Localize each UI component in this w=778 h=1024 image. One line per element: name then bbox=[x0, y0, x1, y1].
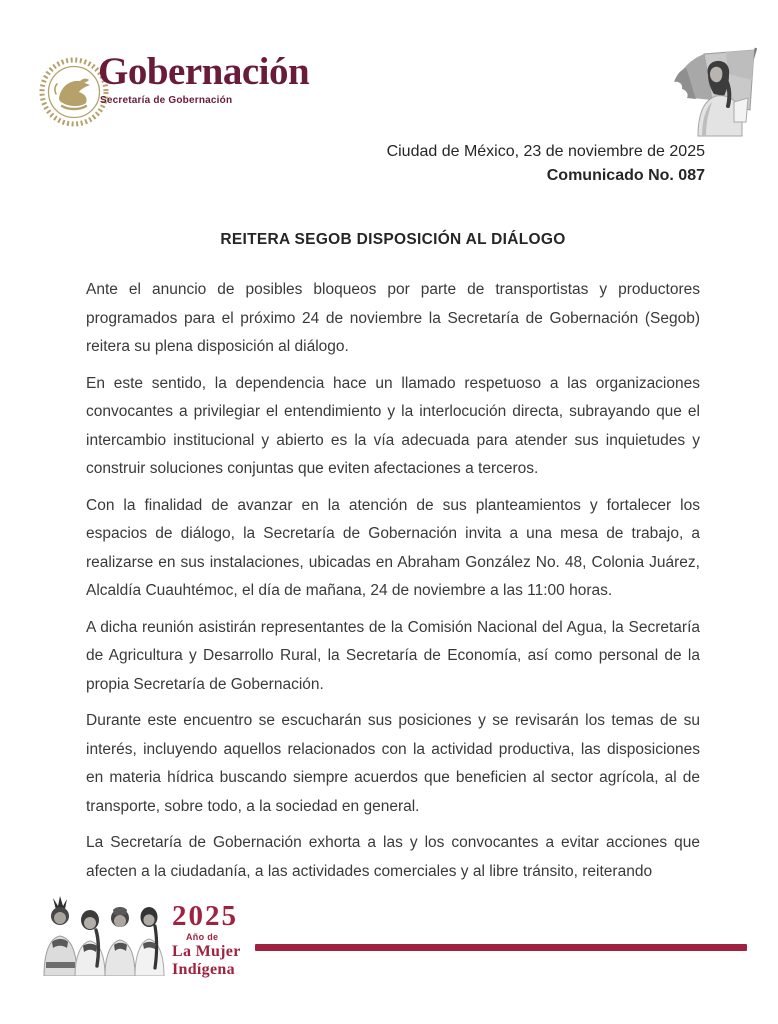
campaign-tagline-line2: Indígena bbox=[172, 960, 235, 978]
dateline: Ciudad de México, 23 de noviembre de 2025 bbox=[386, 143, 705, 160]
paragraph-1: Ante el anuncio de posibles bloqueos por parte de transportistas y productores programados para el próximo 24 de noviembre la Secretaría de Gobernación (Segob) reitera su plena disposición al diálogo. bbox=[86, 281, 700, 355]
paragraph-2: En este sentido, la dependencia hace un llamado respetuoso a las organizaciones convocantes a privilegiar el entendimiento y la interlocución directa, subrayando que el intercambio institucional y abierto es la vía adecuada para atender sus inquietudes y construir soluciones conjuntas que eviten afectaciones a terceros. bbox=[86, 374, 700, 477]
indigenous-women-photo bbox=[38, 896, 166, 976]
document-header bbox=[38, 44, 766, 140]
campaign-tagline-line1: La Mujer bbox=[172, 943, 241, 960]
document-body bbox=[86, 276, 700, 894]
secretaria-subtitle: Secretaría de Gobernación bbox=[100, 94, 233, 106]
paragraph-5: Durante este encuentro se escucharán sus posiciones y se revisarán los temas de su interés, incluyendo aquellos relacionados con la actividad productiva, las disposiciones en materia hídrica buscando siempre acuerdos que beneficien al sector agrícola, al de transporte, sobre todo, a la sociedad en general. bbox=[86, 712, 700, 815]
wordmark-group bbox=[98, 52, 309, 106]
paragraph-4: A dicha reunión asistirán representantes de la Comisión Nacional del Agua, la Secretaría de Agricultura y Desarrollo Rural, la Secretaría de Economía, así como personal de la propia Secretaría de Gobernación. bbox=[86, 618, 700, 693]
paragraph-3: Con la finalidad de avanzar en la atención de sus planteamientos y fortalecer los espacios de diálogo, la Secretaría de Gobernación invita a una mesa de trabajo, a realizarse en sus instalaciones, ubicadas en Abraham González No. 48, Colonia Juárez, Alcaldía Cuauhtémoc, el día de mañana, 24 de noviembre a las 11:00 horas. bbox=[86, 496, 700, 599]
campaign-year: 2025 bbox=[172, 900, 238, 932]
paragraph-6: La Secretaría de Gobernación exhorta a las y los convocantes a evitar acciones que afecten a la ciudadanía, a las actividades comerciales y al libre tránsito, reiterando bbox=[86, 834, 700, 880]
document-footer bbox=[38, 896, 778, 986]
release-number: Comunicado No. 087 bbox=[546, 167, 705, 184]
campaign-tagline-small: Año de bbox=[186, 932, 219, 942]
footer-accent-bar bbox=[255, 944, 747, 951]
year-campaign-block bbox=[172, 902, 241, 978]
gobernacion-wordmark: Gobernación bbox=[98, 50, 310, 93]
gobernacion-logo bbox=[38, 44, 309, 128]
meta-block bbox=[86, 140, 705, 188]
document-title: REITERA SEGOB DISPOSICIÓN AL DIÁLOGO bbox=[220, 231, 566, 248]
woman-with-flag-illustration bbox=[646, 44, 766, 140]
